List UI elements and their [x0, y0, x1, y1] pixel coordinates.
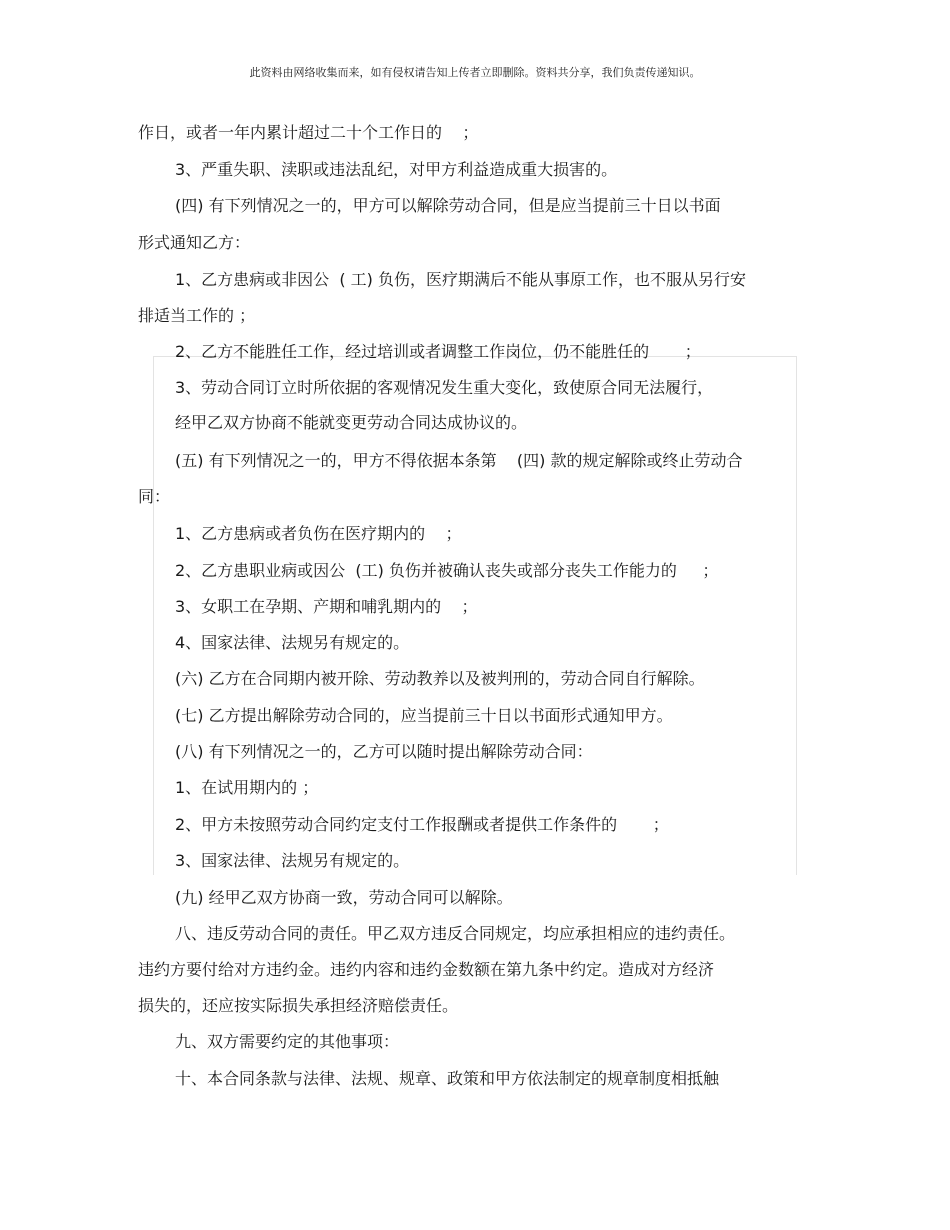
text-line: 1、在试用期内的 ； — [175, 778, 319, 797]
text-line: (八) 有下列情况之一的，乙方可以随时提出解除劳动合同： — [175, 742, 593, 761]
text-line: 违约方要付给对方违约金。违约内容和违约金数额在第九条中约定。造成对方经济 — [138, 960, 715, 979]
text-line: 排适当工作的 ； — [138, 306, 256, 325]
text-line: (九) 经甲乙双方协商一致，劳动合同可以解除。 — [175, 888, 513, 907]
text-line: 2、甲方未按照劳动合同约定支付工作报酬或者提供工作条件的 ； — [175, 815, 669, 834]
text-line: (六) 乙方在合同期内被开除、劳动教养以及被判刑的，劳动合同自行解除。 — [175, 669, 705, 688]
text-line: 损失的，还应按实际损失承担经济赔偿责任。 — [138, 996, 459, 1015]
text-line: 1、乙方患病或非因公 ( 工) 负伤，医疗期满后不能从事原工作，也不服从另行安 — [175, 270, 747, 289]
text-line: 1、乙方患病或者负伤在医疗期内的 ； — [175, 524, 462, 543]
text-line: 十、本合同条款与法律、法规、规章、政策和甲方依法制定的规章制度相抵触 — [175, 1069, 720, 1088]
text-line: 4、国家法律、法规另有规定的。 — [175, 633, 410, 652]
text-line: (七) 乙方提出解除劳动合同的，应当提前三十日以书面形式通知甲方。 — [175, 706, 673, 725]
text-line: 九、双方需要约定的其他事项： — [175, 1032, 400, 1051]
text-line: (四) 有下列情况之一的，甲方可以解除劳动合同，但是应当提前三十日以书面 — [175, 196, 721, 215]
text-line: 3、国家法律、法规另有规定的。 — [175, 851, 410, 870]
text-line: (五) 有下列情况之一的，甲方不得依据本条第 (四) 款的规定解除或终止劳动合 — [175, 451, 743, 470]
text-line: 八、违反劳动合同的责任。甲乙双方违反合同规定，均应承担相应的违约责任。 — [175, 924, 736, 943]
text-line: 作日，或者一年内累计超过二十个工作日的 ； — [138, 123, 479, 142]
text-line: 形式通知乙方： — [138, 233, 251, 252]
text-line: 同： — [138, 487, 171, 506]
text-line: 2、乙方患职业病或因公 (工) 负伤并被确认丧失或部分丧失工作能力的 ； — [175, 561, 719, 580]
text-line: 3、劳动合同订立时所依据的客观情况发生重大变化，致使原合同无法履行， — [175, 378, 714, 397]
page-header-notice: 此资料由网络收集而来，如有侵权请告知上传者立即删除。资料共分享，我们负责传递知识。 — [249, 66, 701, 79]
text-line: 3、女职工在孕期、产期和哺乳期内的 ； — [175, 597, 478, 616]
text-line: 2、乙方不能胜任工作，经过培训或者调整工作岗位，仍不能胜任的 ； — [175, 342, 701, 361]
text-line: 经甲乙双方协商不能就变更劳动合同达成协议的。 — [175, 413, 528, 432]
text-line: 3、严重失职、渎职或违法乱纪，对甲方利益造成重大损害的。 — [175, 160, 618, 179]
